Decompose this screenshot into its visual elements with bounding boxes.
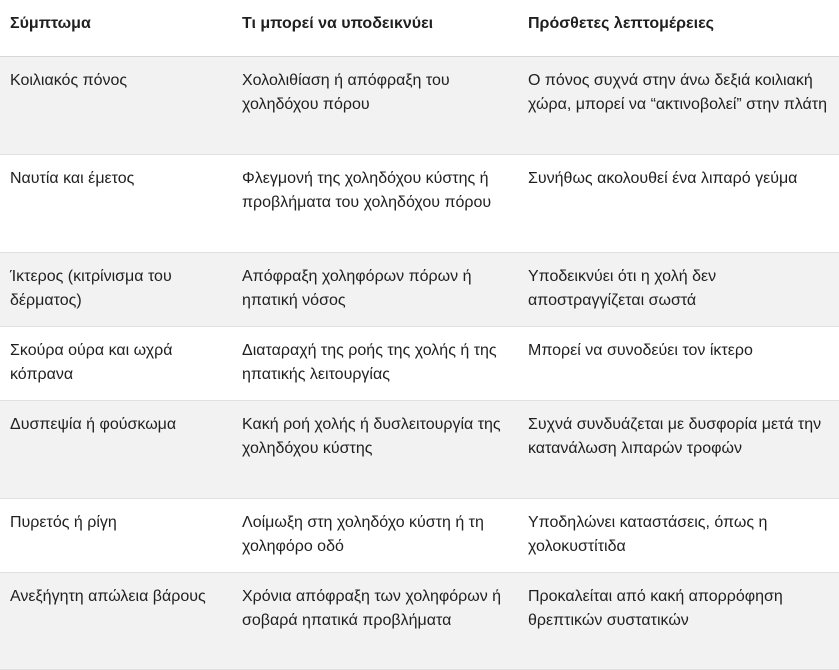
cell-details: Υποδηλώνει καταστάσεις, όπως η χολοκυστίτιδα — [518, 499, 839, 573]
header-details: Πρόσθετες λεπτομέρειες — [518, 0, 839, 57]
table-row — [0, 253, 839, 327]
cell-indication: Απόφραξη χοληφόρων πόρων ή ηπατική νόσος — [232, 253, 518, 327]
cell-details: Μπορεί να συνοδεύει τον ίκτερο — [518, 327, 839, 401]
cell-indication: Φλεγμονή της χοληδόχου κύστης ή προβλήματα του χοληδόχου πόρου — [232, 155, 518, 253]
cell-indication: Χρόνια απόφραξη των χοληφόρων ή σοβαρά ηπατικά προβλήματα — [232, 573, 518, 670]
table-row — [0, 327, 839, 401]
cell-details: Προκαλείται από κακή απορρόφηση θρεπτικών συστατικών — [518, 573, 839, 670]
header-row — [0, 0, 839, 57]
cell-symptom: Πυρετός ή ρίγη — [0, 499, 232, 573]
cell-symptom: Ναυτία και έμετος — [0, 155, 232, 253]
cell-indication: Λοίμωξη στη χοληδόχο κύστη ή τη χοληφόρο οδό — [232, 499, 518, 573]
table-body — [0, 57, 839, 670]
table-header — [0, 0, 839, 57]
header-indication: Τι μπορεί να υποδεικνύει — [232, 0, 518, 57]
table-row — [0, 155, 839, 253]
cell-symptom: Κοιλιακός πόνος — [0, 57, 232, 155]
cell-symptom: Ίκτερος (κιτρίνισμα του δέρματος) — [0, 253, 232, 327]
cell-symptom: Ανεξήγητη απώλεια βάρους — [0, 573, 232, 670]
table-row — [0, 573, 839, 670]
cell-symptom: Δυσπεψία ή φούσκωμα — [0, 401, 232, 499]
cell-details: Υποδεικνύει ότι η χολή δεν αποστραγγίζεται σωστά — [518, 253, 839, 327]
cell-details: Συνήθως ακολουθεί ένα λιπαρό γεύμα — [518, 155, 839, 253]
cell-symptom: Σκούρα ούρα και ωχρά κόπρανα — [0, 327, 232, 401]
cell-indication: Κακή ροή χολής ή δυσλειτουργία της χοληδόχου κύστης — [232, 401, 518, 499]
header-symptom: Σύμπτωμα — [0, 0, 232, 57]
table-row — [0, 499, 839, 573]
cell-details: Συχνά συνδυάζεται με δυσφορία μετά την κατανάλωση λιπαρών τροφών — [518, 401, 839, 499]
cell-indication: Διαταραχή της ροής της χολής ή της ηπατικής λειτουργίας — [232, 327, 518, 401]
cell-details: Ο πόνος συχνά στην άνω δεξιά κοιλιακή χώρα, μπορεί να “ακτινοβολεί” στην πλάτη — [518, 57, 839, 155]
table-row — [0, 57, 839, 155]
cell-indication: Χολολιθίαση ή απόφραξη του χοληδόχου πόρου — [232, 57, 518, 155]
table-row — [0, 401, 839, 499]
